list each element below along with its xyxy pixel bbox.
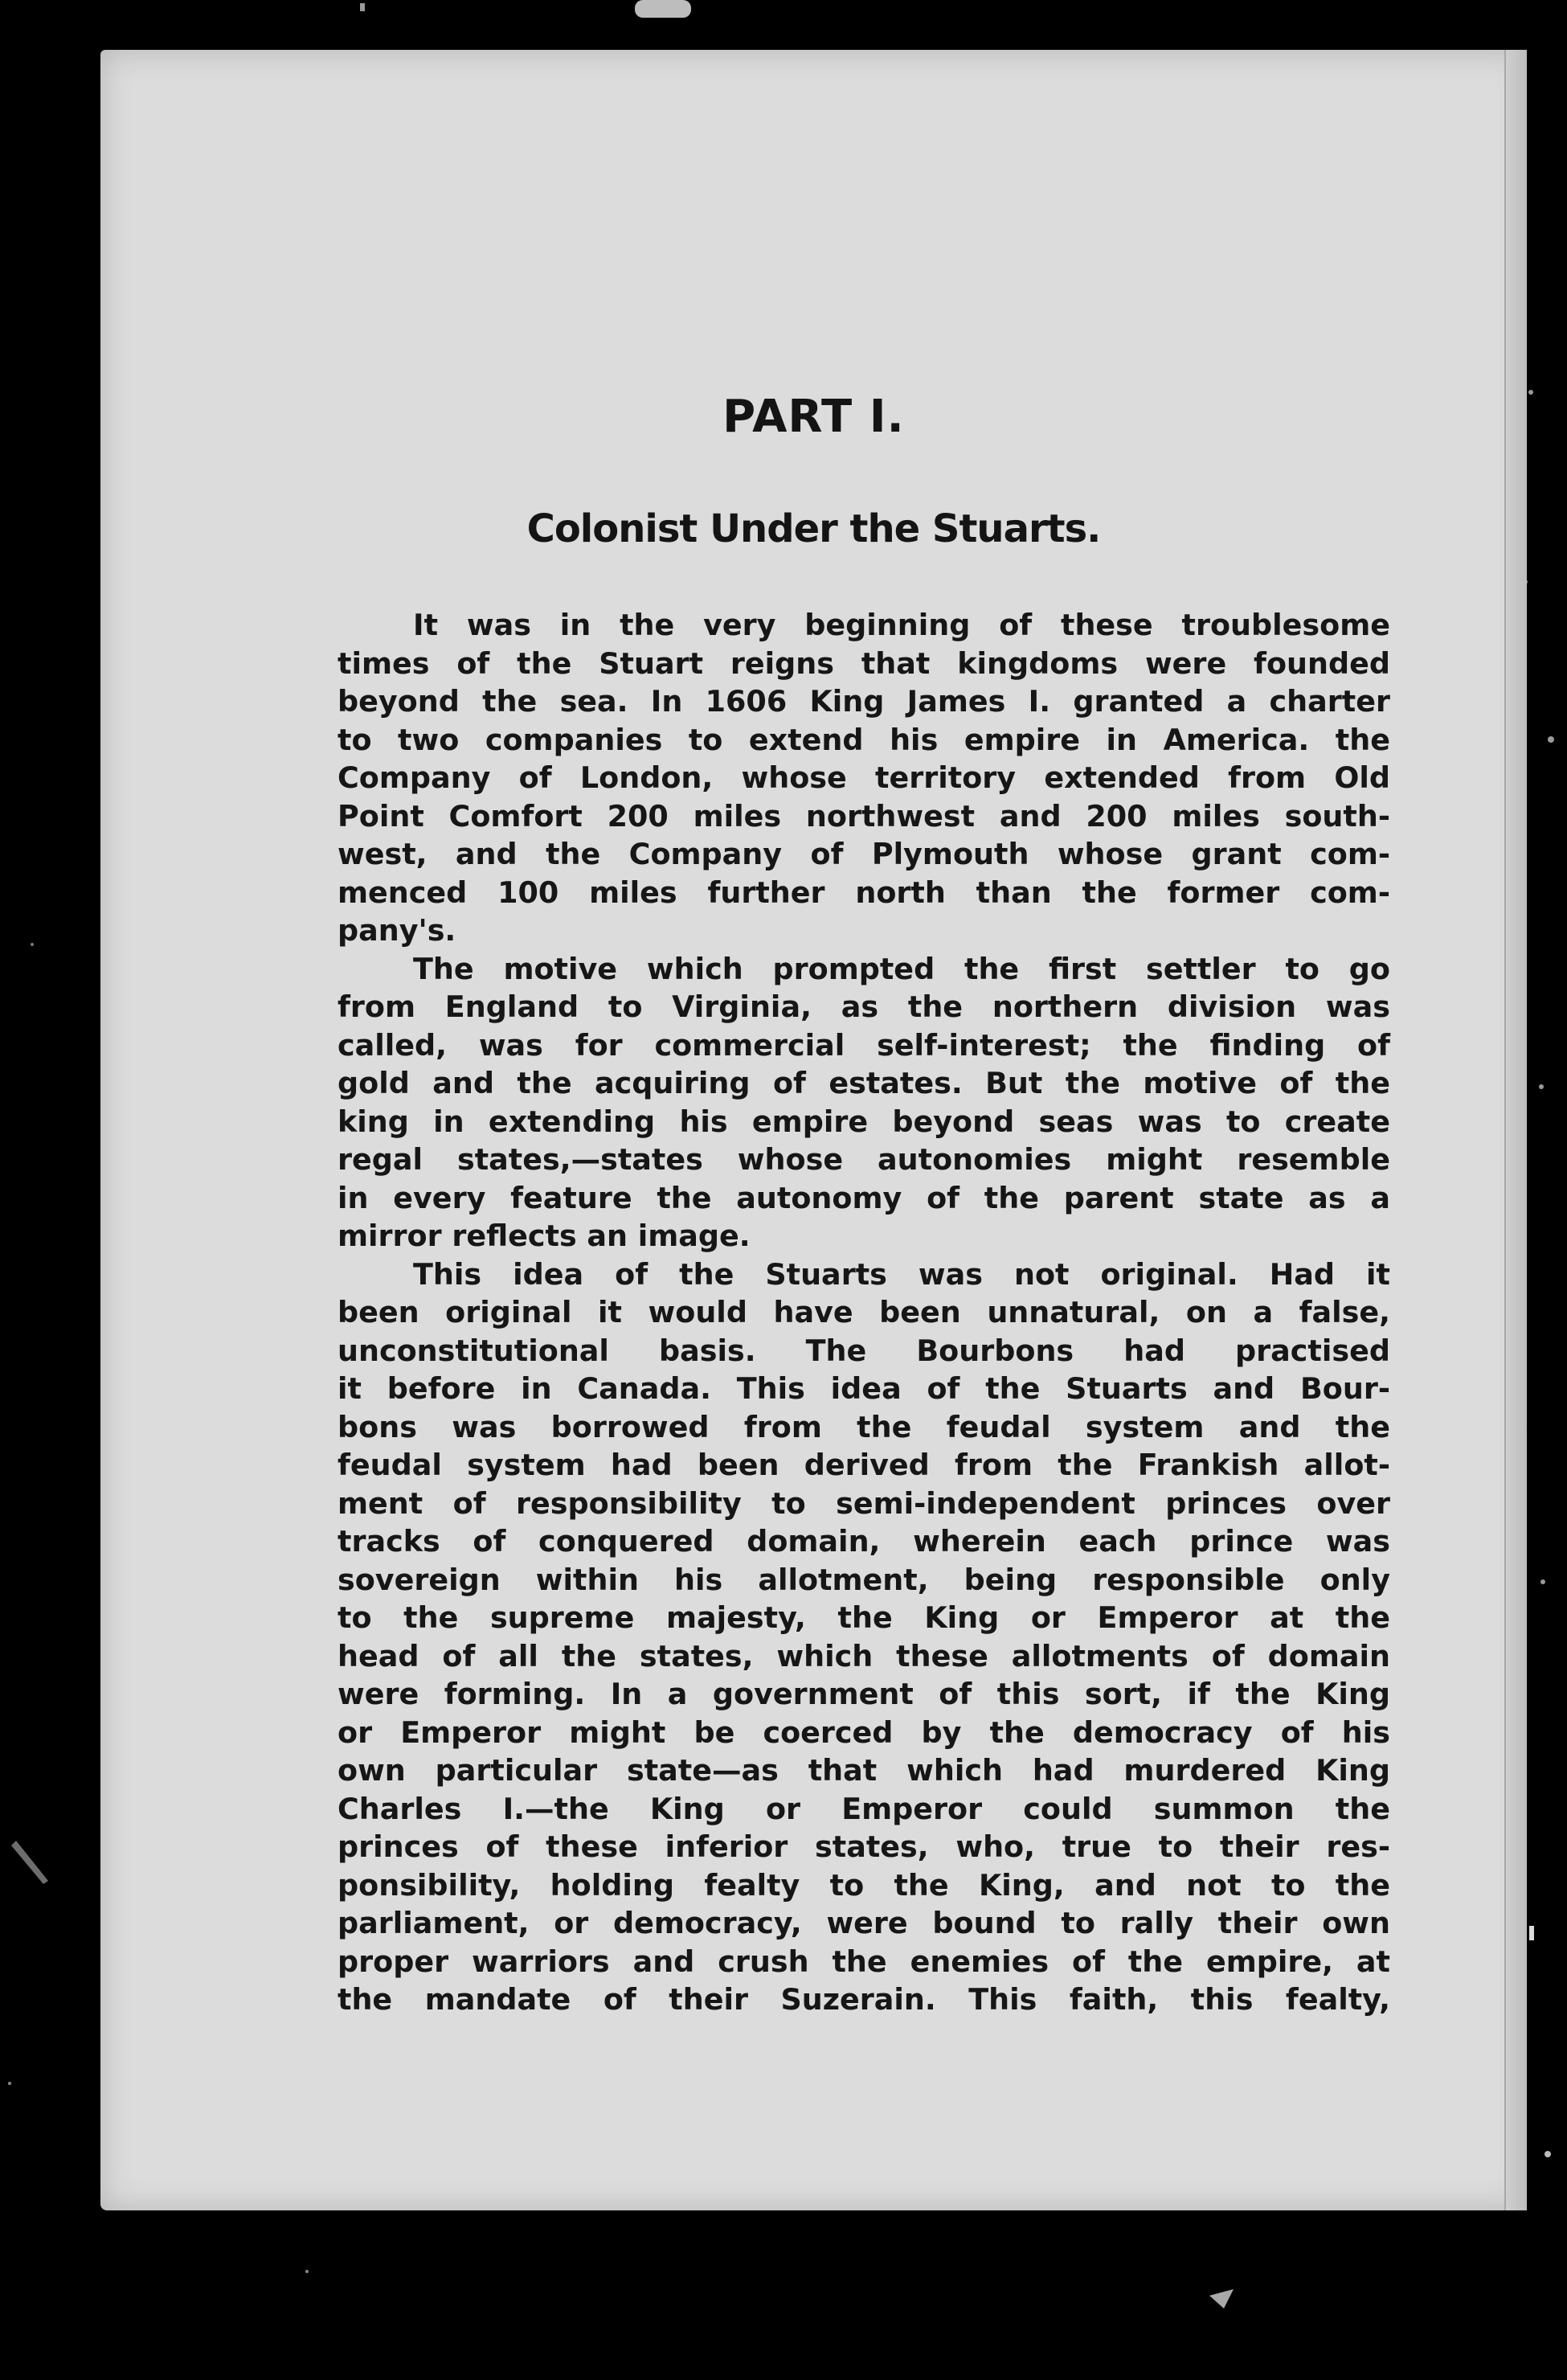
text-line: the mandate of their Suzerain. This faith, this fealty, [338, 1982, 1390, 2017]
text-line: tracks of conquered domain, wherein each prince was [338, 1524, 1390, 1559]
text-line: Charles I.—the King or Emperor could summon the [338, 1791, 1390, 1826]
text-line: pany's. [338, 913, 456, 948]
text-line: mirror reflects an image. [338, 1219, 751, 1253]
text-line: head of all the states, which these allotments of domain [338, 1638, 1390, 1673]
text-line: Point Comfort 200 miles northwest and 200 miles south- [338, 798, 1390, 834]
text-line: west, and the Company of Plymouth whose grant com- [338, 837, 1390, 871]
text-line: to the supreme majesty, the King or Emperor at the [338, 1600, 1390, 1635]
body-text [338, 606, 1390, 2019]
text-line: gold and the acquiring of estates. But the motive of the [338, 1066, 1390, 1100]
text-line: proper warriors and crush the enemies of the empire, at [338, 1944, 1390, 1979]
section-heading: Colonist Under the Stuarts. [526, 506, 1101, 551]
text-line: regal states,—states whose autonomies might resemble [338, 1142, 1390, 1177]
text-line: princes of these inferior states, who, true to their res- [338, 1829, 1390, 1864]
text-line: parliament, or democracy, were bound to rally their own [338, 1906, 1390, 1940]
text-line: called, was for commercial self-interest; the finding of [338, 1027, 1390, 1063]
text-line: It was in the very beginning of these troublesome [413, 608, 1390, 642]
text-line: or Emperor might be coerced by the democracy of his [338, 1714, 1390, 1750]
part-heading: PART I. [722, 391, 905, 443]
book-page [100, 50, 1527, 2210]
text-line: been original it would have been unnatural, on a false, [338, 1295, 1390, 1329]
text-line: were forming. In a government of this sort, if the King [338, 1677, 1390, 1711]
text-line: unconstitutional basis. The Bourbons had practised [338, 1333, 1390, 1368]
text-line: own particular state—as that which had murdered King [338, 1753, 1390, 1788]
text-line: Company of London, whose territory extended from Old [338, 760, 1390, 795]
text-line: beyond the sea. In 1606 King James I. granted a charter [338, 684, 1390, 719]
text-line: feudal system had been derived from the Frankish allot- [338, 1448, 1390, 1482]
text-line: from England to Virginia, as the northern division was [338, 989, 1390, 1024]
text-line: king in extending his empire beyond seas was to create [338, 1104, 1390, 1139]
text-line: ment of responsibility to semi-independent princes over [338, 1485, 1390, 1521]
text-line: ponsibility, holding fealty to the King, and not to the [338, 1867, 1390, 1903]
page-edge [1504, 50, 1527, 2210]
text-line: it before in Canada. This idea of the Stuarts and Bour- [338, 1371, 1390, 1406]
text-line: in every feature the autonomy of the parent state as a [338, 1180, 1390, 1215]
text-line: times of the Stuart reigns that kingdoms were founded [338, 645, 1390, 681]
text-line: sovereign within his allotment, being responsible only [338, 1562, 1390, 1597]
text-line: This idea of the Stuarts was not original. Had it [413, 1256, 1390, 1292]
text-line: The motive which prompted the first settler to go [413, 951, 1390, 986]
text-line: bons was borrowed from the feudal system and the [338, 1409, 1390, 1444]
text-line: to two companies to extend his empire in America. the [338, 722, 1390, 757]
text-line: menced 100 miles further north than the former com- [338, 875, 1390, 910]
